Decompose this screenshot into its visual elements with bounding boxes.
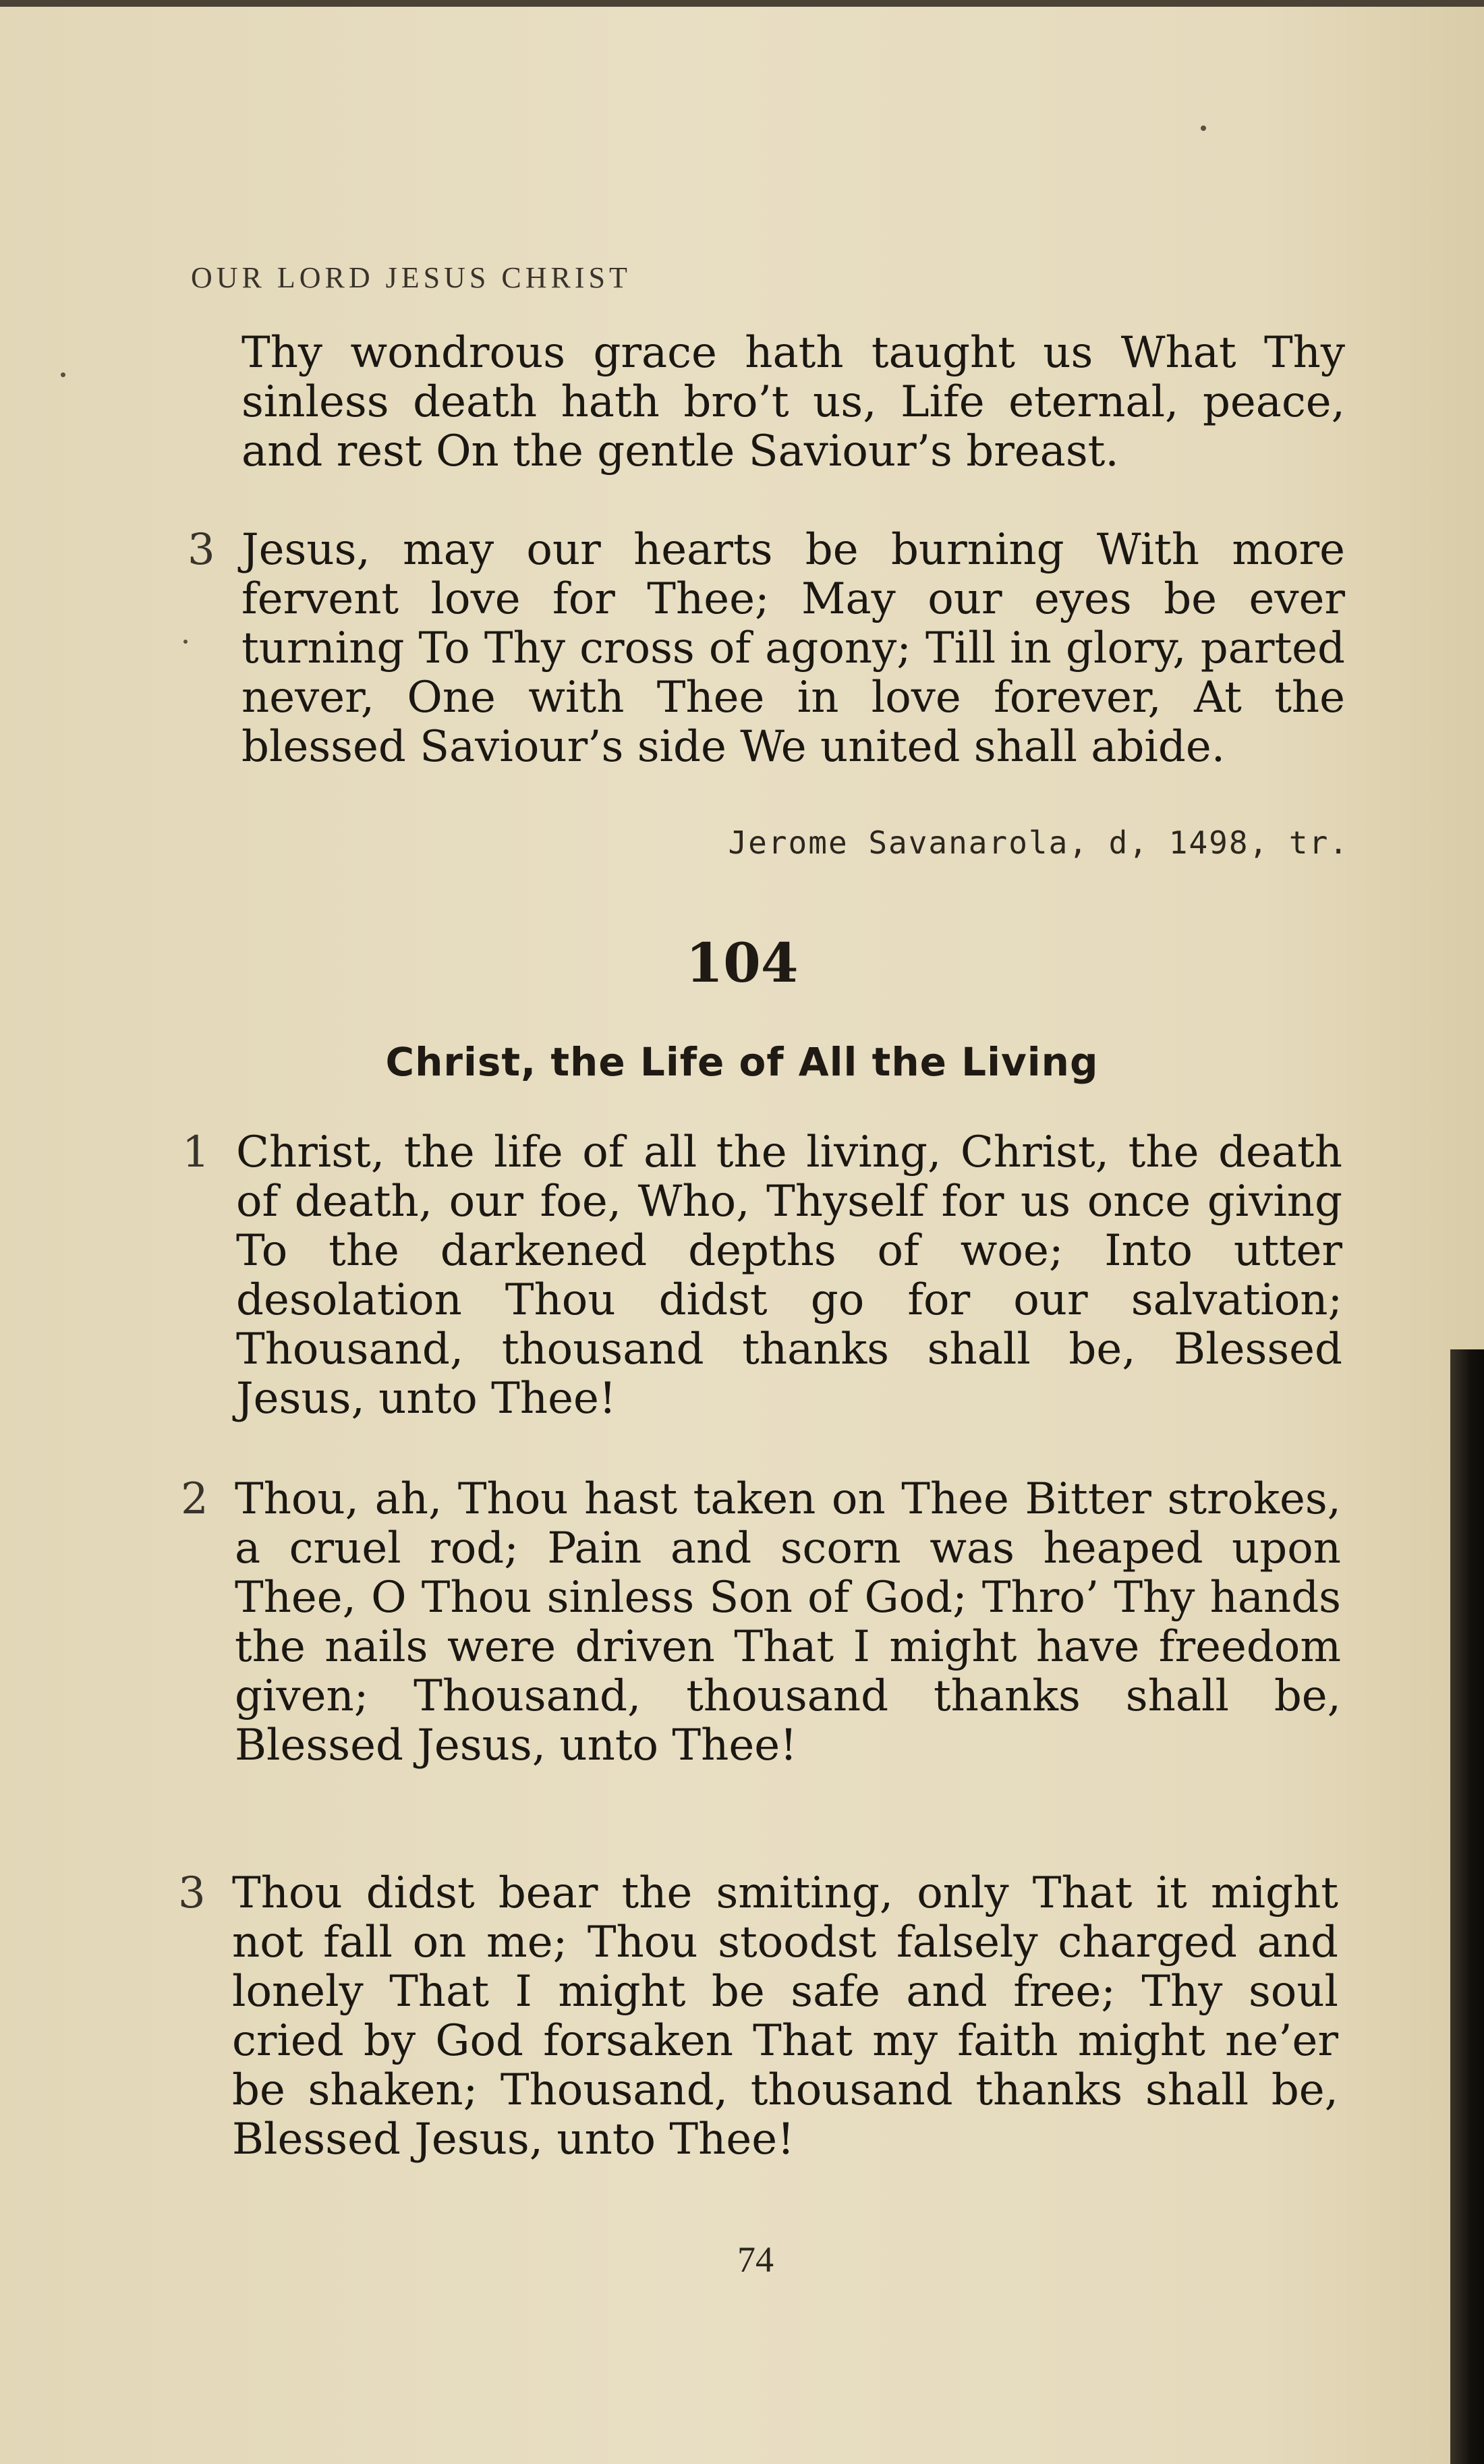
running-head: OUR LORD JESUS CHRIST [191,261,631,294]
stanza-number: 2 [181,1474,208,1524]
hymn-stanza-2 [181,1474,1341,1770]
hymn-stanza-1 [182,1127,1342,1424]
stanza-text: Thou didst bear the smiting, only That it might not fall on me; Thou stoodst falsely charged and lonely That I might be safe and free; Thy soul cried by God forsaken That my faith might ne’er be shaken; Thousand, thousand thanks shall be, Blessed Jesus, unto Thee! [232,1868,1338,2164]
stanza-number: 1 [182,1127,210,1177]
previous-hymn-stanza-3 [188,525,1345,772]
paper-speck [1201,125,1206,131]
previous-hymn-stanza-continued [241,329,1345,476]
page-number: 74 [737,2239,774,2280]
hymn-number: 104 [685,931,799,995]
stanza-number: 3 [188,525,215,575]
hymn-stanza-3 [178,1868,1338,2164]
stanza-number: 3 [178,1868,206,1918]
stanza-text: Christ, the life of all the living, Christ, the death of death, our foe, Who, Thyself for us once giving To the darkened depths of woe; Into utter desolation Thou didst go for our salvation; Thousand, thousand thanks shall be, Blessed Jesus, unto Thee! [236,1127,1342,1424]
stanza-text: Thou, ah, Thou hast taken on Thee Bitter strokes, a cruel rod; Pain and scorn was heaped upon Thee, O Thou sinless Son of God; Thro’ Thy hands the nails were driven That I might have freedom given; Thousand, thousand thanks shall be, Blessed Jesus, unto Thee! [235,1474,1341,1770]
author-credit: Jerome Savanarola, d, 1498, tr. [728,824,1349,861]
stanza-text: Thy wondrous grace hath taught us What Thy sinless death hath bro’t us, Life eternal, peace, and rest On the gentle Saviour’s breast. [241,328,1345,476]
paper-speck [61,372,65,377]
top-edge-rule [0,0,1484,7]
stanza-text: Jesus, may our hearts be burning With more fervent love for Thee; May our eyes be ever turning To Thy cross of agony; Till in glory, parted never, One with Thee in love forever, At the blessed Saviour’s side We united shall abide. [241,525,1345,772]
hymn-title: Christ, the Life of All the Living [385,1039,1099,1085]
paper-speck [183,640,188,644]
page-binding-shadow [1450,1349,1484,2464]
